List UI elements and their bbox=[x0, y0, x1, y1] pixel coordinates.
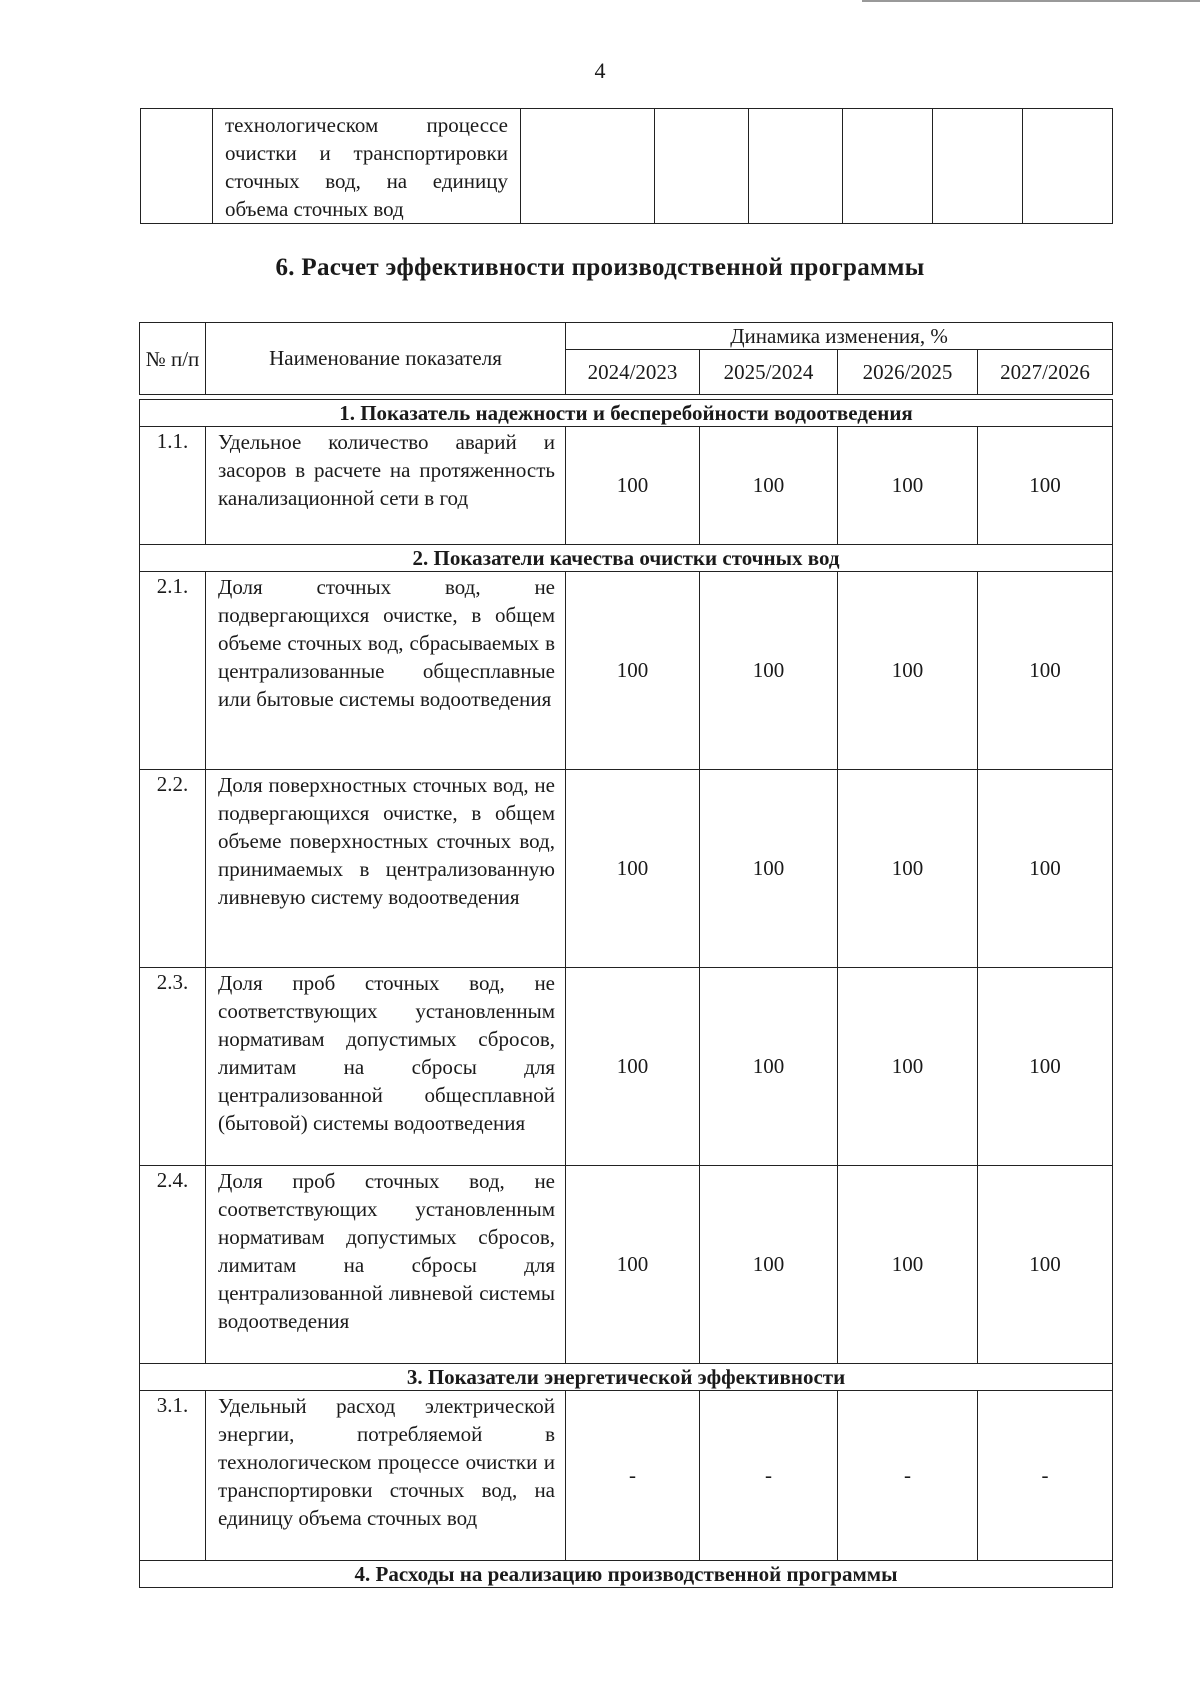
row-value: 100 bbox=[566, 770, 700, 968]
continued-cell bbox=[843, 109, 933, 224]
row-name: Доля поверхностных сточных вод, не подвергающихся очистке, в общем объеме поверхностных сточных вод, принимаемых в централизованную ливневую систему водоотведения bbox=[206, 770, 566, 968]
continued-cell bbox=[749, 109, 843, 224]
table-row bbox=[140, 572, 1113, 770]
section-title: 6. Расчет эффективности производственной программы bbox=[275, 254, 925, 281]
row-value: 100 bbox=[978, 1166, 1113, 1364]
continued-cell-text: технологическом процессе очистки и транспортировки сточных вод, на единицу объема сточных вод bbox=[213, 109, 521, 224]
row-value: - bbox=[838, 1391, 978, 1561]
row-value: 100 bbox=[700, 427, 838, 545]
group-row bbox=[140, 545, 1113, 572]
row-name: Доля проб сточных вод, не соответствующих установленным нормативам допустимых сбросов, лимитам на сбросы для централизованной ливневой системы водоотведения bbox=[206, 1166, 566, 1364]
table-row bbox=[140, 968, 1113, 1166]
row-value: - bbox=[700, 1391, 838, 1561]
row-value: 100 bbox=[566, 968, 700, 1166]
row-name: Доля проб сточных вод, не соответствующих установленным нормативам допустимых сбросов, лимитам на сбросы для централизованной общесплавной (бытовой) системы водоотведения bbox=[206, 968, 566, 1166]
continued-cell bbox=[1023, 109, 1113, 224]
row-value: 100 bbox=[566, 427, 700, 545]
row-value: - bbox=[566, 1391, 700, 1561]
header-name: Наименование показателя bbox=[206, 323, 566, 395]
group-row bbox=[140, 1364, 1113, 1391]
group-title: 2. Показатели качества очистки сточных вод bbox=[140, 545, 1113, 572]
row-num: 1.1. bbox=[140, 427, 206, 545]
group-title: 4. Расходы на реализацию производственной программы bbox=[140, 1561, 1113, 1588]
continued-cell bbox=[933, 109, 1023, 224]
header-year: 2024/2023 bbox=[566, 350, 700, 395]
row-value: 100 bbox=[566, 572, 700, 770]
row-value: 100 bbox=[978, 427, 1113, 545]
row-name: Удельное количество аварий и засоров в расчете на протяженность канализационной сети в год bbox=[206, 427, 566, 545]
row-value: - bbox=[978, 1391, 1113, 1561]
row-value: 100 bbox=[700, 968, 838, 1166]
row-value: 100 bbox=[700, 1166, 838, 1364]
table-row bbox=[140, 427, 1113, 545]
row-num: 2.1. bbox=[140, 572, 206, 770]
row-value: 100 bbox=[838, 427, 978, 545]
efficiency-table bbox=[139, 322, 1113, 1588]
table-row bbox=[140, 770, 1113, 968]
row-name: Доля сточных вод, не подвергающихся очистке, в общем объеме сточных вод, сбрасываемых в централизованные общесплавные или бытовые системы водоотведения bbox=[206, 572, 566, 770]
row-value: 100 bbox=[838, 1166, 978, 1364]
header-year: 2025/2024 bbox=[700, 350, 838, 395]
group-row bbox=[140, 400, 1113, 427]
continued-cell bbox=[521, 109, 655, 224]
continued-cell bbox=[655, 109, 749, 224]
row-num: 2.3. bbox=[140, 968, 206, 1166]
row-num: 2.2. bbox=[140, 770, 206, 968]
continued-cell-num bbox=[141, 109, 213, 224]
table-row bbox=[140, 1391, 1113, 1561]
table-row bbox=[140, 1166, 1113, 1364]
group-title: 1. Показатель надежности и бесперебойности водоотведения bbox=[140, 400, 1113, 427]
row-value: 100 bbox=[566, 1166, 700, 1364]
row-value: 100 bbox=[700, 770, 838, 968]
page-number: 4 bbox=[594, 58, 606, 83]
header-row bbox=[140, 323, 1113, 350]
row-value: 100 bbox=[978, 770, 1113, 968]
top-edge-rule bbox=[862, 0, 1200, 2]
row-value: 100 bbox=[978, 968, 1113, 1166]
row-value: 100 bbox=[838, 968, 978, 1166]
row-num: 3.1. bbox=[140, 1391, 206, 1561]
row-value: 100 bbox=[838, 770, 978, 968]
group-row bbox=[140, 1561, 1113, 1588]
row-name: Удельный расход электрической энергии, потребляемой в технологическом процессе очистки и транспортировки сточных вод, на единицу объема сточных вод bbox=[206, 1391, 566, 1561]
header-dynamics: Динамика изменения, % bbox=[566, 323, 1113, 350]
continued-table bbox=[140, 108, 1113, 224]
row-value: 100 bbox=[838, 572, 978, 770]
header-year: 2027/2026 bbox=[978, 350, 1113, 395]
continued-row bbox=[141, 109, 1113, 224]
row-num: 2.4. bbox=[140, 1166, 206, 1364]
row-value: 100 bbox=[700, 572, 838, 770]
group-title: 3. Показатели энергетической эффективности bbox=[140, 1364, 1113, 1391]
header-num: № п/п bbox=[140, 323, 206, 395]
row-value: 100 bbox=[978, 572, 1113, 770]
header-year: 2026/2025 bbox=[838, 350, 978, 395]
